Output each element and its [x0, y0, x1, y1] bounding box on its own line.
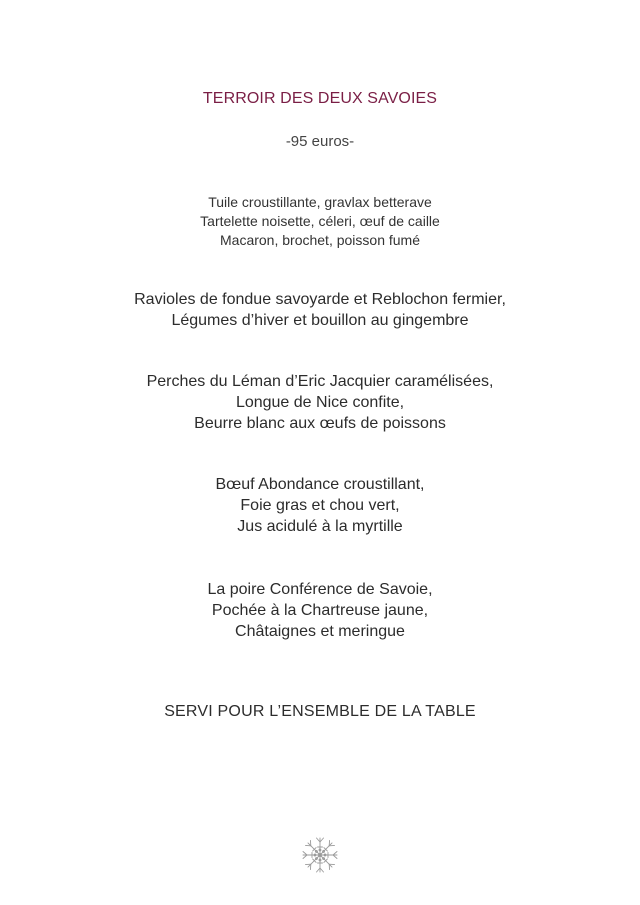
- course-line: Beurre blanc aux œufs de poissons: [194, 415, 446, 432]
- course-line: La poire Conférence de Savoie,: [207, 581, 433, 598]
- course-line: Légumes d’hiver et bouillon au gingembre: [171, 312, 469, 329]
- amuse-bouches: [0, 193, 640, 250]
- course-perches: [0, 371, 640, 434]
- course-line: Pochée à la Chartreuse jaune,: [211, 602, 429, 619]
- amuse-item: Macaron, brochet, poisson fumé: [220, 232, 420, 248]
- course-line: Perches du Léman d’Eric Jacquier caramélisées,: [146, 373, 494, 390]
- course-ravioles: [0, 289, 640, 331]
- course-line: Foie gras et chou vert,: [240, 497, 400, 514]
- amuse-item: Tartelette noisette, céleri, œuf de caille: [200, 213, 440, 229]
- menu-title: TERROIR DES DEUX SAVOIES: [202, 90, 438, 107]
- course-line: Longue de Nice confite,: [235, 394, 405, 411]
- course-line: Jus acidulé à la myrtille: [237, 518, 403, 535]
- amuse-item: Tuile croustillante, gravlax betterave: [208, 194, 432, 210]
- served-note: SERVI POUR L’ENSEMBLE DE LA TABLE: [164, 703, 476, 720]
- menu-price: -95 euros-: [285, 133, 355, 150]
- course-line: Ravioles de fondue savoyarde et Reblochon fermier,: [134, 291, 506, 308]
- snowflake-icon: [300, 835, 340, 875]
- course-line: Châtaignes et meringue: [235, 623, 405, 640]
- course-boeuf: [0, 474, 640, 537]
- course-poire: [0, 579, 640, 642]
- course-line: Bœuf Abondance croustillant,: [215, 476, 425, 493]
